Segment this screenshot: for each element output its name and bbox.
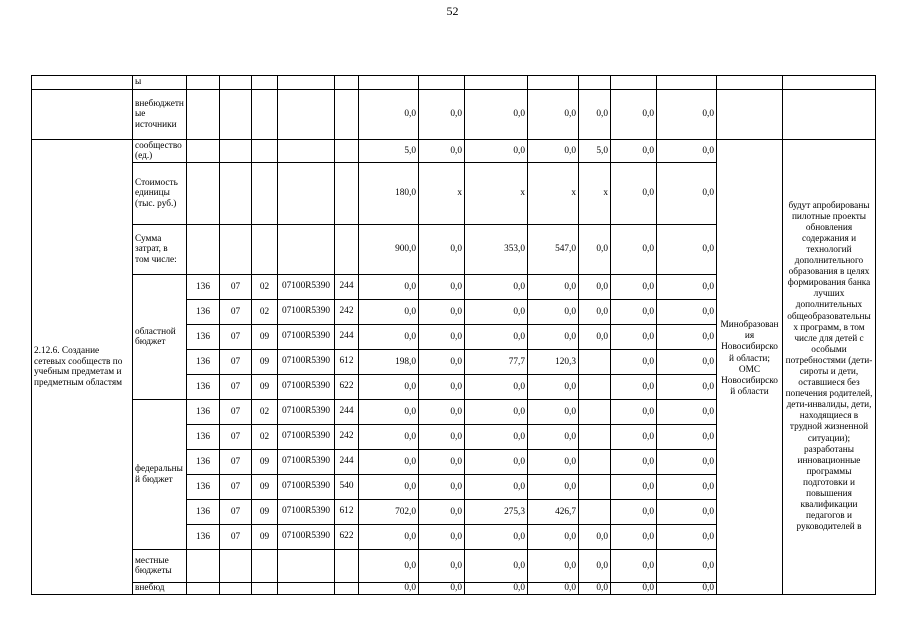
empty-cell <box>717 90 783 140</box>
value-cell: 0,0 <box>657 425 717 450</box>
value-cell: 0,0 <box>528 275 579 300</box>
value-cell: 0,0 <box>611 525 657 550</box>
vr-cell: 244 <box>335 400 359 425</box>
value-cell: 0,0 <box>465 475 528 500</box>
code-cell-empty <box>278 76 335 90</box>
grbs-cell: 136 <box>187 375 220 400</box>
value-cell: 0,0 <box>419 450 465 475</box>
grbs-cell: 136 <box>187 500 220 525</box>
value-cell: 275,3 <box>465 500 528 525</box>
code-cell-empty <box>278 583 335 595</box>
value-cell: 0,0 <box>611 375 657 400</box>
value-cell: 0,0 <box>657 275 717 300</box>
value-cell: 0,0 <box>611 325 657 350</box>
code-cell-empty <box>335 583 359 595</box>
vr-cell: 612 <box>335 350 359 375</box>
code-cell-empty <box>252 140 278 163</box>
code-cell-empty <box>278 140 335 163</box>
value-cell <box>579 425 611 450</box>
value-cell: 198,0 <box>359 350 419 375</box>
value-cell: 0,0 <box>528 525 579 550</box>
code-cell-empty <box>187 225 220 275</box>
grbs-cell: 136 <box>187 425 220 450</box>
value-cell <box>419 76 465 90</box>
pr-cell: 02 <box>252 400 278 425</box>
vr-cell: 612 <box>335 500 359 525</box>
value-cell: 0,0 <box>611 140 657 163</box>
rz-cell: 07 <box>220 300 252 325</box>
code-cell-empty <box>335 163 359 225</box>
value-cell: 0,0 <box>359 475 419 500</box>
value-cell: 0,0 <box>611 300 657 325</box>
value-cell: 0,0 <box>359 90 419 140</box>
value-cell <box>579 500 611 525</box>
grbs-cell: 136 <box>187 525 220 550</box>
measure-label: сообщество (ед.) <box>133 140 187 163</box>
code-cell-empty <box>252 90 278 140</box>
executor-text: Минобразования Новосибирской области; ОМС Новосибирской области <box>720 320 779 398</box>
rz-cell: 07 <box>220 450 252 475</box>
value-cell <box>579 475 611 500</box>
value-cell: 0,0 <box>359 450 419 475</box>
value-cell: 0,0 <box>528 90 579 140</box>
measure-label: Сумма затрат, в том числе: <box>133 225 187 275</box>
grbs-cell: 136 <box>187 350 220 375</box>
continuation-row <box>32 76 876 90</box>
source-label: ы <box>133 76 187 90</box>
source-label: внебюджетные источники <box>133 90 187 140</box>
value-cell: 0,0 <box>528 300 579 325</box>
csr-cell: 07100R5390 <box>278 325 335 350</box>
code-cell-empty <box>252 550 278 583</box>
value-cell: 0,0 <box>359 525 419 550</box>
empty-cell <box>783 90 876 140</box>
value-cell: 0,0 <box>359 275 419 300</box>
code-cell-empty <box>220 140 252 163</box>
value-cell: 0,0 <box>359 583 419 595</box>
value-cell: 0,0 <box>611 225 657 275</box>
empty-cell <box>717 76 783 90</box>
value-cell <box>579 400 611 425</box>
value-cell: 0,0 <box>657 400 717 425</box>
value-cell: 0,0 <box>465 583 528 595</box>
code-cell-empty <box>220 90 252 140</box>
code-cell-empty <box>252 76 278 90</box>
code-cell-empty <box>220 76 252 90</box>
value-cell: 0,0 <box>359 300 419 325</box>
value-cell: 0,0 <box>419 140 465 163</box>
code-cell-empty <box>335 225 359 275</box>
csr-cell: 07100R5390 <box>278 350 335 375</box>
value-cell <box>465 76 528 90</box>
value-cell: 0,0 <box>611 90 657 140</box>
value-cell: 0,0 <box>657 140 717 163</box>
rz-cell: 07 <box>220 425 252 450</box>
value-cell: 0,0 <box>657 500 717 525</box>
value-cell: x <box>528 163 579 225</box>
continuation-row <box>32 90 876 140</box>
csr-cell: 07100R5390 <box>278 300 335 325</box>
value-cell: 0,0 <box>465 400 528 425</box>
value-cell: 0,0 <box>419 325 465 350</box>
executor-cell <box>717 140 783 595</box>
source-label: местные бюджеты <box>133 550 187 583</box>
pr-cell: 09 <box>252 450 278 475</box>
value-cell: 0,0 <box>419 550 465 583</box>
code-cell-empty <box>335 90 359 140</box>
csr-cell: 07100R5390 <box>278 400 335 425</box>
section-title: 2.12.6. Создание сетевых сообществ по учебным предметам и предметным областям <box>32 140 133 595</box>
value-cell: 0,0 <box>528 475 579 500</box>
value-cell: 0,0 <box>419 500 465 525</box>
value-cell: 0,0 <box>465 325 528 350</box>
vr-cell: 242 <box>335 300 359 325</box>
value-cell <box>611 76 657 90</box>
value-cell: 0,0 <box>528 450 579 475</box>
source-label: внебюд <box>133 583 187 595</box>
rz-cell: 07 <box>220 350 252 375</box>
code-cell-empty <box>220 163 252 225</box>
value-cell: 0,0 <box>579 583 611 595</box>
value-cell: 0,0 <box>419 525 465 550</box>
result-cell: будут апробированы пилотные проекты обновления содержания и технологий дополнительного образования в целях формирования банка лучших дополнительных общеобразовательных программ, в том числе для детей с особыми потребностями (дети-сироты и дети, оставшиеся без попечения родителей, дети-инвалиды, дети, находящиеся в трудной жизненной ситуации); разработаны инновационные программы подготовки и повышения квалификации педагогов и руководителей в <box>783 140 876 595</box>
value-cell: 0,0 <box>419 350 465 375</box>
csr-cell: 07100R5390 <box>278 450 335 475</box>
pr-cell: 09 <box>252 325 278 350</box>
value-cell <box>359 76 419 90</box>
value-cell: x <box>579 163 611 225</box>
value-cell: 0,0 <box>359 375 419 400</box>
csr-cell: 07100R5390 <box>278 425 335 450</box>
vr-cell: 540 <box>335 475 359 500</box>
pr-cell: 09 <box>252 500 278 525</box>
empty-cell <box>32 76 133 90</box>
value-cell: 0,0 <box>419 225 465 275</box>
grbs-cell: 136 <box>187 400 220 425</box>
value-cell: 0,0 <box>465 550 528 583</box>
value-cell: 0,0 <box>579 225 611 275</box>
value-cell: 0,0 <box>657 325 717 350</box>
page-number: 52 <box>446 4 459 18</box>
rz-cell: 07 <box>220 525 252 550</box>
csr-cell: 07100R5390 <box>278 500 335 525</box>
value-cell: 0,0 <box>419 475 465 500</box>
code-cell-empty <box>187 550 220 583</box>
value-cell: 0,0 <box>611 163 657 225</box>
code-cell-empty <box>220 583 252 595</box>
value-cell: 0,0 <box>419 583 465 595</box>
csr-cell: 07100R5390 <box>278 475 335 500</box>
value-cell: 0,0 <box>579 275 611 300</box>
value-cell: 0,0 <box>419 300 465 325</box>
code-cell-empty <box>252 225 278 275</box>
code-cell-empty <box>278 163 335 225</box>
value-cell: 0,0 <box>528 140 579 163</box>
value-cell: 0,0 <box>579 325 611 350</box>
grbs-cell: 136 <box>187 450 220 475</box>
regional-budget-label: областной бюджет <box>133 275 187 400</box>
budget-table <box>31 75 876 595</box>
vr-cell: 244 <box>335 325 359 350</box>
value-cell: 0,0 <box>657 550 717 583</box>
value-cell: 77,7 <box>465 350 528 375</box>
code-cell-empty <box>335 76 359 90</box>
value-cell: 0,0 <box>657 525 717 550</box>
value-cell <box>657 76 717 90</box>
value-cell: 0,0 <box>579 90 611 140</box>
pr-cell: 02 <box>252 425 278 450</box>
value-cell: 0,0 <box>359 425 419 450</box>
value-cell: 0,0 <box>611 500 657 525</box>
code-cell-empty <box>278 550 335 583</box>
value-cell: 0,0 <box>657 90 717 140</box>
value-cell: 0,0 <box>419 90 465 140</box>
value-cell: 0,0 <box>611 400 657 425</box>
value-cell: 0,0 <box>465 525 528 550</box>
code-cell-empty <box>278 90 335 140</box>
pr-cell: 02 <box>252 275 278 300</box>
value-cell: 0,0 <box>657 350 717 375</box>
code-cell-empty <box>187 90 220 140</box>
code-cell-empty <box>187 583 220 595</box>
code-cell-empty <box>252 163 278 225</box>
value-cell: 0,0 <box>419 375 465 400</box>
grbs-cell: 136 <box>187 475 220 500</box>
value-cell: 0,0 <box>579 300 611 325</box>
value-cell: 5,0 <box>359 140 419 163</box>
value-cell: 0,0 <box>528 375 579 400</box>
value-cell: 900,0 <box>359 225 419 275</box>
value-cell <box>579 76 611 90</box>
value-cell: 0,0 <box>657 475 717 500</box>
value-cell: 0,0 <box>465 425 528 450</box>
value-cell: 0,0 <box>465 140 528 163</box>
value-cell: 0,0 <box>611 475 657 500</box>
code-cell-empty <box>278 225 335 275</box>
value-cell: 120,3 <box>528 350 579 375</box>
rz-cell: 07 <box>220 375 252 400</box>
value-cell: 0,0 <box>528 400 579 425</box>
value-cell: 426,7 <box>528 500 579 525</box>
rz-cell: 07 <box>220 275 252 300</box>
value-cell: 0,0 <box>611 275 657 300</box>
value-cell: 0,0 <box>465 90 528 140</box>
pr-cell: 09 <box>252 475 278 500</box>
value-cell: 547,0 <box>528 225 579 275</box>
code-cell-empty <box>220 550 252 583</box>
grbs-cell: 136 <box>187 275 220 300</box>
empty-cell <box>783 76 876 90</box>
code-cell-empty <box>187 140 220 163</box>
value-cell: x <box>465 163 528 225</box>
value-cell: 0,0 <box>465 300 528 325</box>
value-cell: 5,0 <box>579 140 611 163</box>
budget-table-body <box>32 76 876 595</box>
value-cell: 0,0 <box>657 300 717 325</box>
code-cell-empty <box>187 76 220 90</box>
value-cell: 0,0 <box>359 550 419 583</box>
code-cell-empty <box>335 140 359 163</box>
pr-cell: 02 <box>252 300 278 325</box>
value-cell: 0,0 <box>657 163 717 225</box>
value-cell: 0,0 <box>611 450 657 475</box>
value-cell: 0,0 <box>419 425 465 450</box>
value-cell: 0,0 <box>528 425 579 450</box>
rz-cell: 07 <box>220 475 252 500</box>
vr-cell: 622 <box>335 375 359 400</box>
value-cell: 0,0 <box>611 583 657 595</box>
pr-cell: 09 <box>252 525 278 550</box>
empty-cell <box>32 90 133 140</box>
rz-cell: 07 <box>220 400 252 425</box>
federal-budget-label: федеральный бюджет <box>133 400 187 550</box>
csr-cell: 07100R5390 <box>278 525 335 550</box>
value-cell <box>579 350 611 375</box>
code-cell-empty <box>252 583 278 595</box>
value-cell <box>579 375 611 400</box>
vr-cell: 244 <box>335 450 359 475</box>
code-cell-empty <box>187 163 220 225</box>
value-cell <box>528 76 579 90</box>
vr-cell: 622 <box>335 525 359 550</box>
vr-cell: 242 <box>335 425 359 450</box>
measure-label: Стоимость единицы (тыс. руб.) <box>133 163 187 225</box>
grbs-cell: 136 <box>187 325 220 350</box>
value-cell: 0,0 <box>528 550 579 583</box>
value-cell: 0,0 <box>465 375 528 400</box>
value-cell: 0,0 <box>611 425 657 450</box>
value-cell: 0,0 <box>657 583 717 595</box>
vr-cell: 244 <box>335 275 359 300</box>
value-cell: 0,0 <box>528 325 579 350</box>
csr-cell: 07100R5390 <box>278 375 335 400</box>
rz-cell: 07 <box>220 500 252 525</box>
value-cell: 0,0 <box>611 350 657 375</box>
value-cell: 0,0 <box>657 225 717 275</box>
rz-cell: 07 <box>220 325 252 350</box>
code-cell-empty <box>220 225 252 275</box>
value-cell: 0,0 <box>419 400 465 425</box>
measure-row <box>32 140 876 163</box>
value-cell: 0,0 <box>579 550 611 583</box>
value-cell <box>579 450 611 475</box>
value-cell: 0,0 <box>579 525 611 550</box>
value-cell: 702,0 <box>359 500 419 525</box>
value-cell: 0,0 <box>419 275 465 300</box>
value-cell: 180,0 <box>359 163 419 225</box>
csr-cell: 07100R5390 <box>278 275 335 300</box>
value-cell: 0,0 <box>611 550 657 583</box>
code-cell-empty <box>335 550 359 583</box>
value-cell: 0,0 <box>359 325 419 350</box>
value-cell: x <box>419 163 465 225</box>
value-cell: 0,0 <box>359 400 419 425</box>
value-cell: 0,0 <box>657 375 717 400</box>
pr-cell: 09 <box>252 350 278 375</box>
value-cell: 0,0 <box>657 450 717 475</box>
value-cell: 0,0 <box>528 583 579 595</box>
value-cell: 0,0 <box>465 275 528 300</box>
pr-cell: 09 <box>252 375 278 400</box>
value-cell: 353,0 <box>465 225 528 275</box>
value-cell: 0,0 <box>465 450 528 475</box>
grbs-cell: 136 <box>187 300 220 325</box>
